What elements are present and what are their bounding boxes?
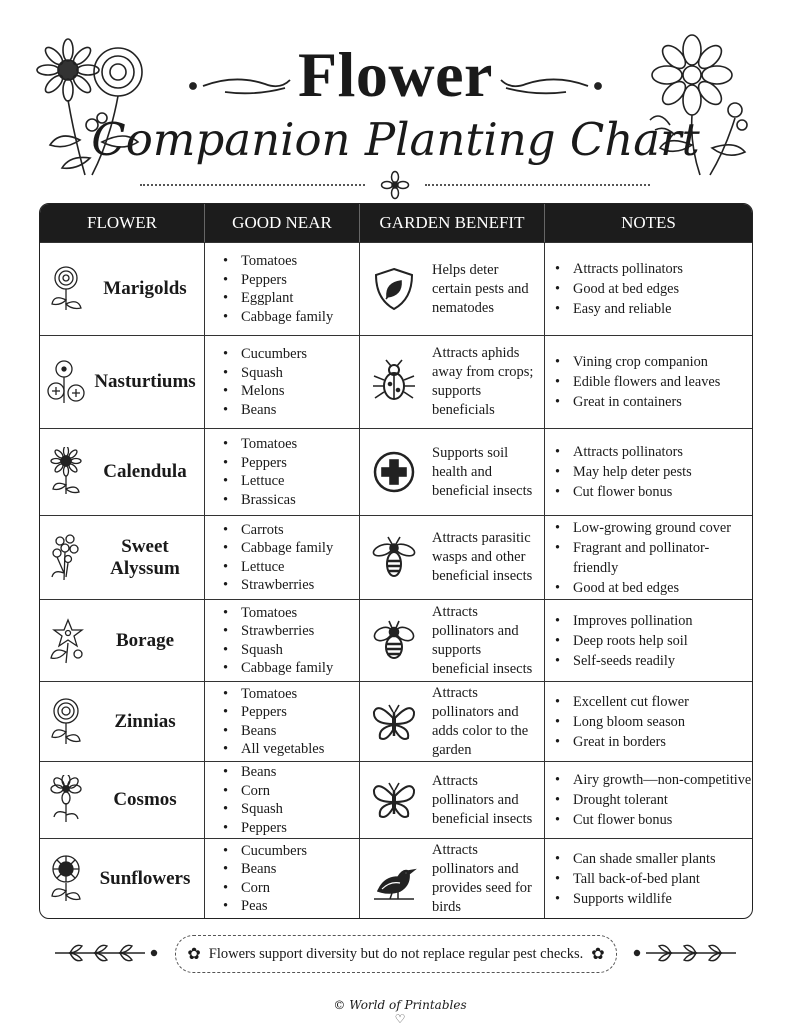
good-near-item: • Tomatoes — [223, 435, 359, 454]
divider-right — [425, 184, 650, 186]
good-near-item: • Peppers — [223, 703, 359, 722]
flower-name: Marigolds — [103, 278, 187, 299]
heart-icon: ♡ — [394, 1012, 406, 1026]
beetle-icon — [370, 358, 418, 406]
table-row — [40, 515, 752, 599]
benefit-cell — [360, 335, 545, 428]
header-good-near: GOOD NEAR — [205, 204, 360, 242]
good-near-item: • Cucumbers — [223, 345, 359, 364]
benefit-text: Attracts pollinators and beneficial insects — [432, 772, 533, 827]
notes-list — [545, 352, 752, 412]
notes-cell — [545, 761, 752, 838]
flower-name: Calendula — [103, 461, 187, 482]
copyright-icon: © — [333, 998, 346, 1012]
butterfly-icon — [370, 698, 418, 746]
flower-cell — [40, 428, 205, 515]
note-item: • Airy growth—non-competitive — [555, 770, 752, 790]
good-near-item: • All vegetables — [223, 740, 359, 759]
notes-list — [545, 611, 752, 671]
notes-cell — [545, 428, 752, 515]
good-near-item: • Squash — [223, 641, 359, 660]
nasturtium-icon — [46, 357, 86, 407]
note-item: • May help deter pests — [555, 462, 752, 482]
companion-chart-table — [39, 203, 753, 919]
flower-name: Borage — [115, 629, 175, 651]
good-near-list — [205, 252, 359, 326]
notes-list — [545, 770, 752, 830]
good-near-item: • Lettuce — [223, 472, 359, 491]
footer-flower-icon-right: ✿ — [591, 946, 605, 963]
good-near-item: • Peppers — [223, 454, 359, 473]
note-item: • Good at bed edges — [555, 578, 752, 598]
benefit-cell — [360, 681, 545, 761]
flower-cell — [40, 761, 205, 838]
note-item: • Long bloom season — [555, 712, 752, 732]
benefit-text: Attracts pollinators and supports beneficial insects — [432, 603, 533, 677]
bee-icon — [370, 617, 418, 665]
zinnia-icon — [46, 697, 86, 747]
table-row — [40, 761, 752, 838]
note-item: • Cut flower bonus — [555, 482, 752, 502]
table-row — [40, 599, 752, 681]
wasp-icon — [370, 534, 418, 582]
divider-flower-icon — [380, 170, 410, 200]
good-near-cell — [205, 599, 360, 681]
note-item: • Easy and reliable — [555, 299, 752, 319]
benefit-cell — [360, 761, 545, 838]
page-title: Flower — [298, 39, 493, 110]
note-item: • Drought tolerant — [555, 790, 752, 810]
shield-leaf-icon — [370, 265, 418, 313]
good-near-list — [205, 521, 359, 595]
flower-cell — [40, 242, 205, 335]
good-near-cell — [205, 335, 360, 428]
notes-list — [545, 442, 752, 502]
page-subtitle: Companion Planting Chart — [91, 113, 700, 166]
table-row — [40, 838, 752, 918]
good-near-item: • Cabbage family — [223, 308, 359, 327]
good-near-item: • Squash — [223, 364, 359, 383]
flower-name: Sweet Alyssum — [110, 535, 180, 579]
note-item: • Improves pollination — [555, 611, 752, 631]
notes-cell — [545, 335, 752, 428]
butterfly-icon — [370, 776, 418, 824]
note-item: • Self-seeds readily — [555, 651, 752, 671]
good-near-item: • Peppers — [223, 819, 359, 838]
good-near-item: • Corn — [223, 879, 359, 898]
good-near-cell — [205, 515, 360, 599]
table-row — [40, 428, 752, 515]
good-near-item: • Carrots — [223, 521, 359, 540]
calendula-icon — [46, 447, 86, 497]
flower-name: Nasturtiums — [94, 371, 196, 392]
good-near-item: • Beans — [223, 763, 359, 782]
good-near-item: • Melons — [223, 382, 359, 401]
good-near-item: • Lettuce — [223, 558, 359, 577]
notes-cell — [545, 242, 752, 335]
good-near-cell — [205, 681, 360, 761]
good-near-list — [205, 604, 359, 678]
note-item: • Attracts pollinators — [555, 259, 752, 279]
table-header-row — [40, 204, 752, 242]
note-item: • Great in borders — [555, 732, 752, 752]
borage-icon — [46, 616, 86, 666]
good-near-item: • Strawberries — [223, 576, 359, 595]
good-near-item: • Cabbage family — [223, 539, 359, 558]
plus-circle-icon — [370, 448, 418, 496]
note-item: • Can shade smaller plants — [555, 849, 752, 869]
good-near-item: • Beans — [223, 860, 359, 879]
flower-name: Cosmos — [113, 789, 177, 810]
flower-name: Zinnias — [114, 710, 176, 732]
good-near-item: • Beans — [223, 401, 359, 420]
note-item: • Vining crop companion — [555, 352, 752, 372]
note-item: • Low-growing ground cover — [555, 518, 752, 538]
benefit-text: Attracts pollinators and provides seed for birds — [432, 841, 532, 915]
table-row — [40, 242, 752, 335]
good-near-list — [205, 435, 359, 509]
header-garden-benefit: GARDEN BENEFIT — [360, 204, 545, 242]
good-near-cell — [205, 242, 360, 335]
flower-cell — [40, 515, 205, 599]
benefit-cell — [360, 599, 545, 681]
good-near-item: • Peas — [223, 897, 359, 916]
good-near-item: • Strawberries — [223, 622, 359, 641]
good-near-item: • Peppers — [223, 271, 359, 290]
good-near-cell — [205, 428, 360, 515]
good-near-list — [205, 685, 359, 759]
notes-list — [545, 259, 752, 319]
header-notes: NOTES — [545, 204, 752, 242]
good-near-item: • Eggplant — [223, 289, 359, 308]
flower-cell — [40, 838, 205, 918]
flower-cell — [40, 681, 205, 761]
good-near-cell — [205, 761, 360, 838]
note-item: • Fragrant and pollinator-friendly — [555, 538, 752, 578]
good-near-cell — [205, 838, 360, 918]
good-near-item: • Cucumbers — [223, 842, 359, 861]
good-near-item: • Tomatoes — [223, 604, 359, 623]
note-item: • Edible flowers and leaves — [555, 372, 752, 392]
notes-cell — [545, 599, 752, 681]
benefit-cell — [360, 515, 545, 599]
note-item: • Good at bed edges — [555, 279, 752, 299]
footer-note-box — [175, 935, 617, 973]
note-item: • Attracts pollinators — [555, 442, 752, 462]
benefit-text: Attracts pollinators and adds color to the garden — [432, 684, 529, 758]
notes-cell — [545, 838, 752, 918]
benefit-text: Attracts parasitic wasps and other beneficial insects — [432, 530, 533, 584]
benefit-text: Attracts aphids away from crops; supports beneficials — [432, 345, 534, 418]
notes-list — [545, 849, 752, 909]
vine-ornament-left — [50, 938, 165, 968]
good-near-list — [205, 345, 359, 419]
marigold-icon — [46, 264, 86, 314]
benefit-cell — [360, 428, 545, 515]
notes-list — [545, 692, 752, 752]
table-row — [40, 335, 752, 428]
good-near-item: • Cabbage family — [223, 659, 359, 678]
note-item: • Tall back-of-bed plant — [555, 869, 752, 889]
divider-left — [140, 184, 365, 186]
brand-credit — [330, 998, 470, 1026]
note-item: • Cut flower bonus — [555, 810, 752, 830]
flower-cell — [40, 335, 205, 428]
alyssum-icon — [46, 533, 86, 583]
good-near-item: • Beans — [223, 722, 359, 741]
bird-icon — [370, 855, 418, 903]
footer-note: Flowers support diversity but do not replace regular pest checks. — [208, 945, 584, 962]
footer-flower-icon-left: ✿ — [187, 946, 201, 963]
flower-cell — [40, 599, 205, 681]
good-near-item: • Tomatoes — [223, 252, 359, 271]
table-row — [40, 681, 752, 761]
flower-name: Sunflowers — [99, 867, 191, 889]
notes-cell — [545, 681, 752, 761]
note-item: • Excellent cut flower — [555, 692, 752, 712]
header-flower: FLOWER — [40, 204, 205, 242]
sunflower-icon — [46, 854, 86, 904]
note-item: • Supports wildlife — [555, 889, 752, 909]
good-near-list — [205, 763, 359, 837]
good-near-item: • Tomatoes — [223, 685, 359, 704]
note-item: • Great in containers — [555, 392, 752, 412]
benefit-cell — [360, 242, 545, 335]
good-near-list — [205, 842, 359, 916]
notes-list — [545, 518, 752, 598]
good-near-item: • Squash — [223, 800, 359, 819]
notes-cell — [545, 515, 752, 599]
benefit-cell — [360, 838, 545, 918]
benefit-text: Helps deter certain pests and nematodes — [432, 261, 529, 316]
vine-ornament-right — [626, 938, 741, 968]
brand-name: World of Printables — [349, 998, 467, 1012]
note-item: • Deep roots help soil — [555, 631, 752, 651]
benefit-text: Supports soil health and beneficial insects — [432, 444, 533, 499]
good-near-item: • Corn — [223, 782, 359, 801]
cosmos-icon — [46, 775, 86, 825]
good-near-item: • Brassicas — [223, 491, 359, 510]
